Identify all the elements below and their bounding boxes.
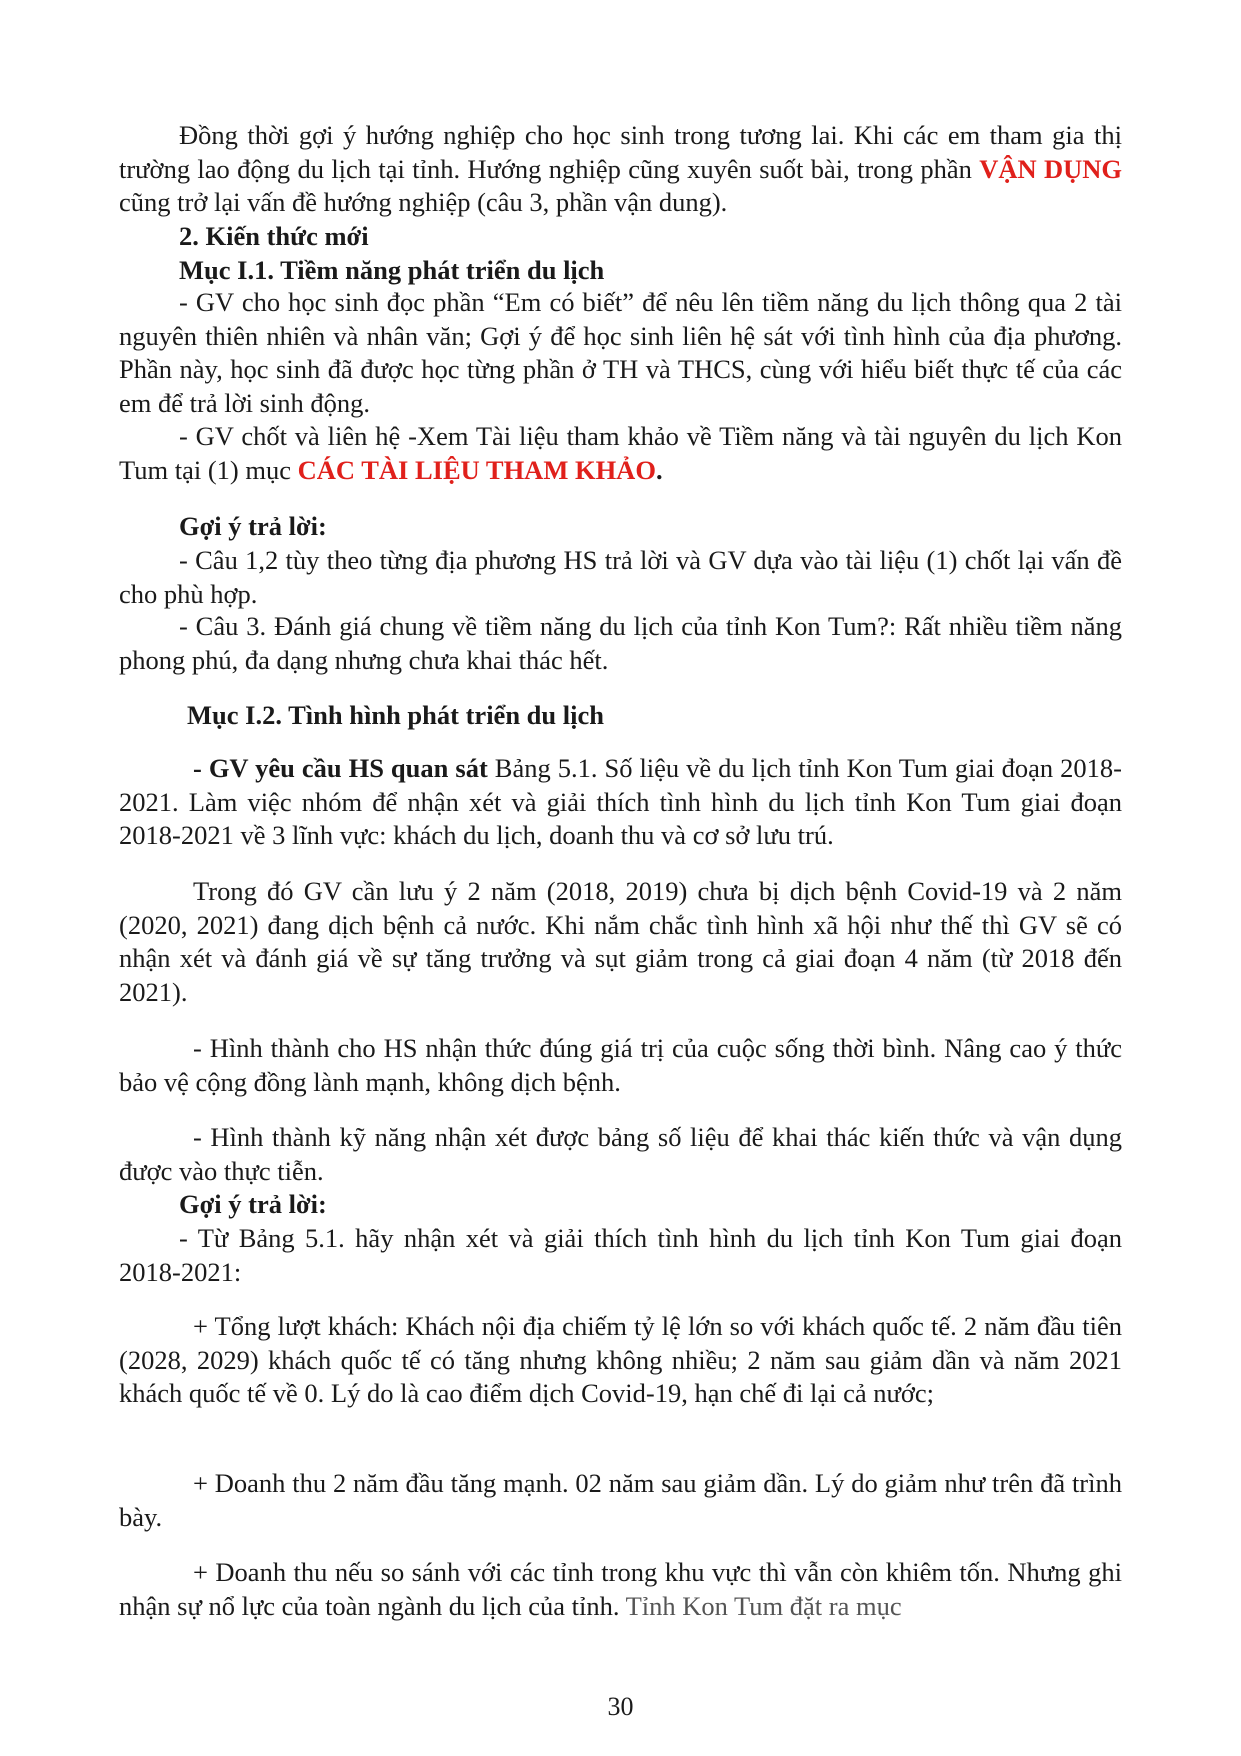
heading-muc-i1: Mục I.1. Tiềm năng phát triển du lịch	[179, 255, 605, 285]
paragraph-doanh-thu-so-sanh: + Doanh thu nếu so sánh với các tỉnh trong khu vực thì vẫn còn khiêm tốn. Nhưng ghi nhận sự nổ lực của toàn ngành du lịch của tỉnh. Tỉnh Kon Tum đặt ra mục	[119, 1557, 1122, 1621]
heading-goi-y-tra-loi-2: Gợi ý trả lời:	[179, 1189, 327, 1219]
highlight-tai-lieu-tham-khao: CÁC TÀI LIỆU THAM KHẢO	[297, 454, 656, 485]
page-number: 30	[607, 1692, 634, 1721]
paragraph-em-co-biet: - GV cho học sinh đọc phần “Em có biết” để nêu lên tiềm năng du lịch thông qua 2 tài nguyên thiên nhiên và nhân văn; Gợi ý để học sinh liên hệ sát với tình hình của địa phương. Phần này, học sinh đã được học từng phần ở TH và THCS, cùng với hiểu biết thực tế của các em để trả lời sinh động.	[119, 287, 1122, 418]
paragraph-nhan-thuc: - Hình thành cho HS nhận thức đúng giá trị của cuộc sống thời bình. Nâng cao ý thức bảo vệ cộng đồng lành mạnh, không dịch bệnh.	[119, 1033, 1122, 1097]
paragraph-ky-nang: - Hình thành kỹ năng nhận xét được bảng số liệu để khai thác kiến thức và vận dụng được vào thực tiễn.	[119, 1122, 1122, 1186]
paragraph-tu-bang: - Từ Bảng 5.1. hãy nhận xét và giải thích tình hình du lịch tỉnh Kon Tum giai đoạn 2018-2021:	[119, 1223, 1122, 1287]
highlight-van-dung: VẬN DỤNG	[979, 153, 1122, 184]
paragraph-covid: Trong đó GV cần lưu ý 2 năm (2018, 2019) chưa bị dịch bệnh Covid-19 và 2 năm (2020, 2021) đang dịch bệnh cả nước. Khi nắm chắc tình hình xã hội như thế thì GV sẽ có nhận xét và đánh giá về sự tăng trưởng và sụt giảm trong cả giai đoạn 4 năm (từ 2018 đến 2021).	[119, 876, 1122, 1007]
paragraph-cau-1-2: - Câu 1,2 tùy theo từng địa phương HS trả lời và GV dựa vào tài liệu (1) chốt lại vấn đề cho phù hợp.	[119, 545, 1122, 609]
paragraph-doanh-thu: + Doanh thu 2 năm đầu tăng mạnh. 02 năm sau giảm dần. Lý do giảm như trên đã trình bày.	[119, 1468, 1122, 1532]
heading-goi-y-tra-loi-1: Gợi ý trả lời:	[179, 511, 327, 541]
paragraph-gv-chot: - GV chốt và liên hệ -Xem Tài liệu tham khảo về Tiềm năng và tài nguyên du lịch Kon Tum tại (1) mục CÁC TÀI LIỆU THAM KHẢO.	[119, 421, 1122, 485]
paragraph-gv-yeu-cau: - GV yêu cầu HS quan sát Bảng 5.1. Số liệu về du lịch tỉnh Kon Tum giai đoạn 2018-2021. Làm việc nhóm để nhận xét và giải thích tình hình du lịch tỉnh Kon Tum giai đoạn 2018-2021 về 3 lĩnh vực: khách du lịch, doanh thu và cơ sở lưu trú.	[119, 753, 1122, 850]
paragraph-huong-nghiep: Đồng thời gợi ý hướng nghiệp cho học sinh trong tương lai. Khi các em tham gia thị trường lao động du lịch tại tỉnh. Hướng nghiệp cũng xuyên suốt bài, trong phần VẬN DỤNG cũng trở lại vấn đề hướng nghiệp (câu 3, phần vận dung).	[119, 120, 1122, 217]
paragraph-cau-3: - Câu 3. Đánh giá chung về tiềm năng du lịch của tỉnh Kon Tum?: Rất nhiều tiềm năng phong phú, đa dạng nhưng chưa khai thác hết.	[119, 611, 1122, 675]
heading-kien-thuc-moi: 2. Kiến thức mới	[179, 221, 369, 251]
heading-muc-i2: Mục I.2. Tình hình phát triển du lịch	[187, 700, 605, 730]
paragraph-tong-luot-khach: + Tổng lượt khách: Khách nội địa chiếm tỷ lệ lớn so với khách quốc tế. 2 năm đầu tiên (2028, 2029) khách quốc tế có tăng nhưng không nhiều; 2 năm sau giảm dần và năm 2021 khách quốc tế về 0. Lý do là cao điểm dịch Covid-19, hạn chế đi lại cả nước;	[119, 1311, 1122, 1408]
